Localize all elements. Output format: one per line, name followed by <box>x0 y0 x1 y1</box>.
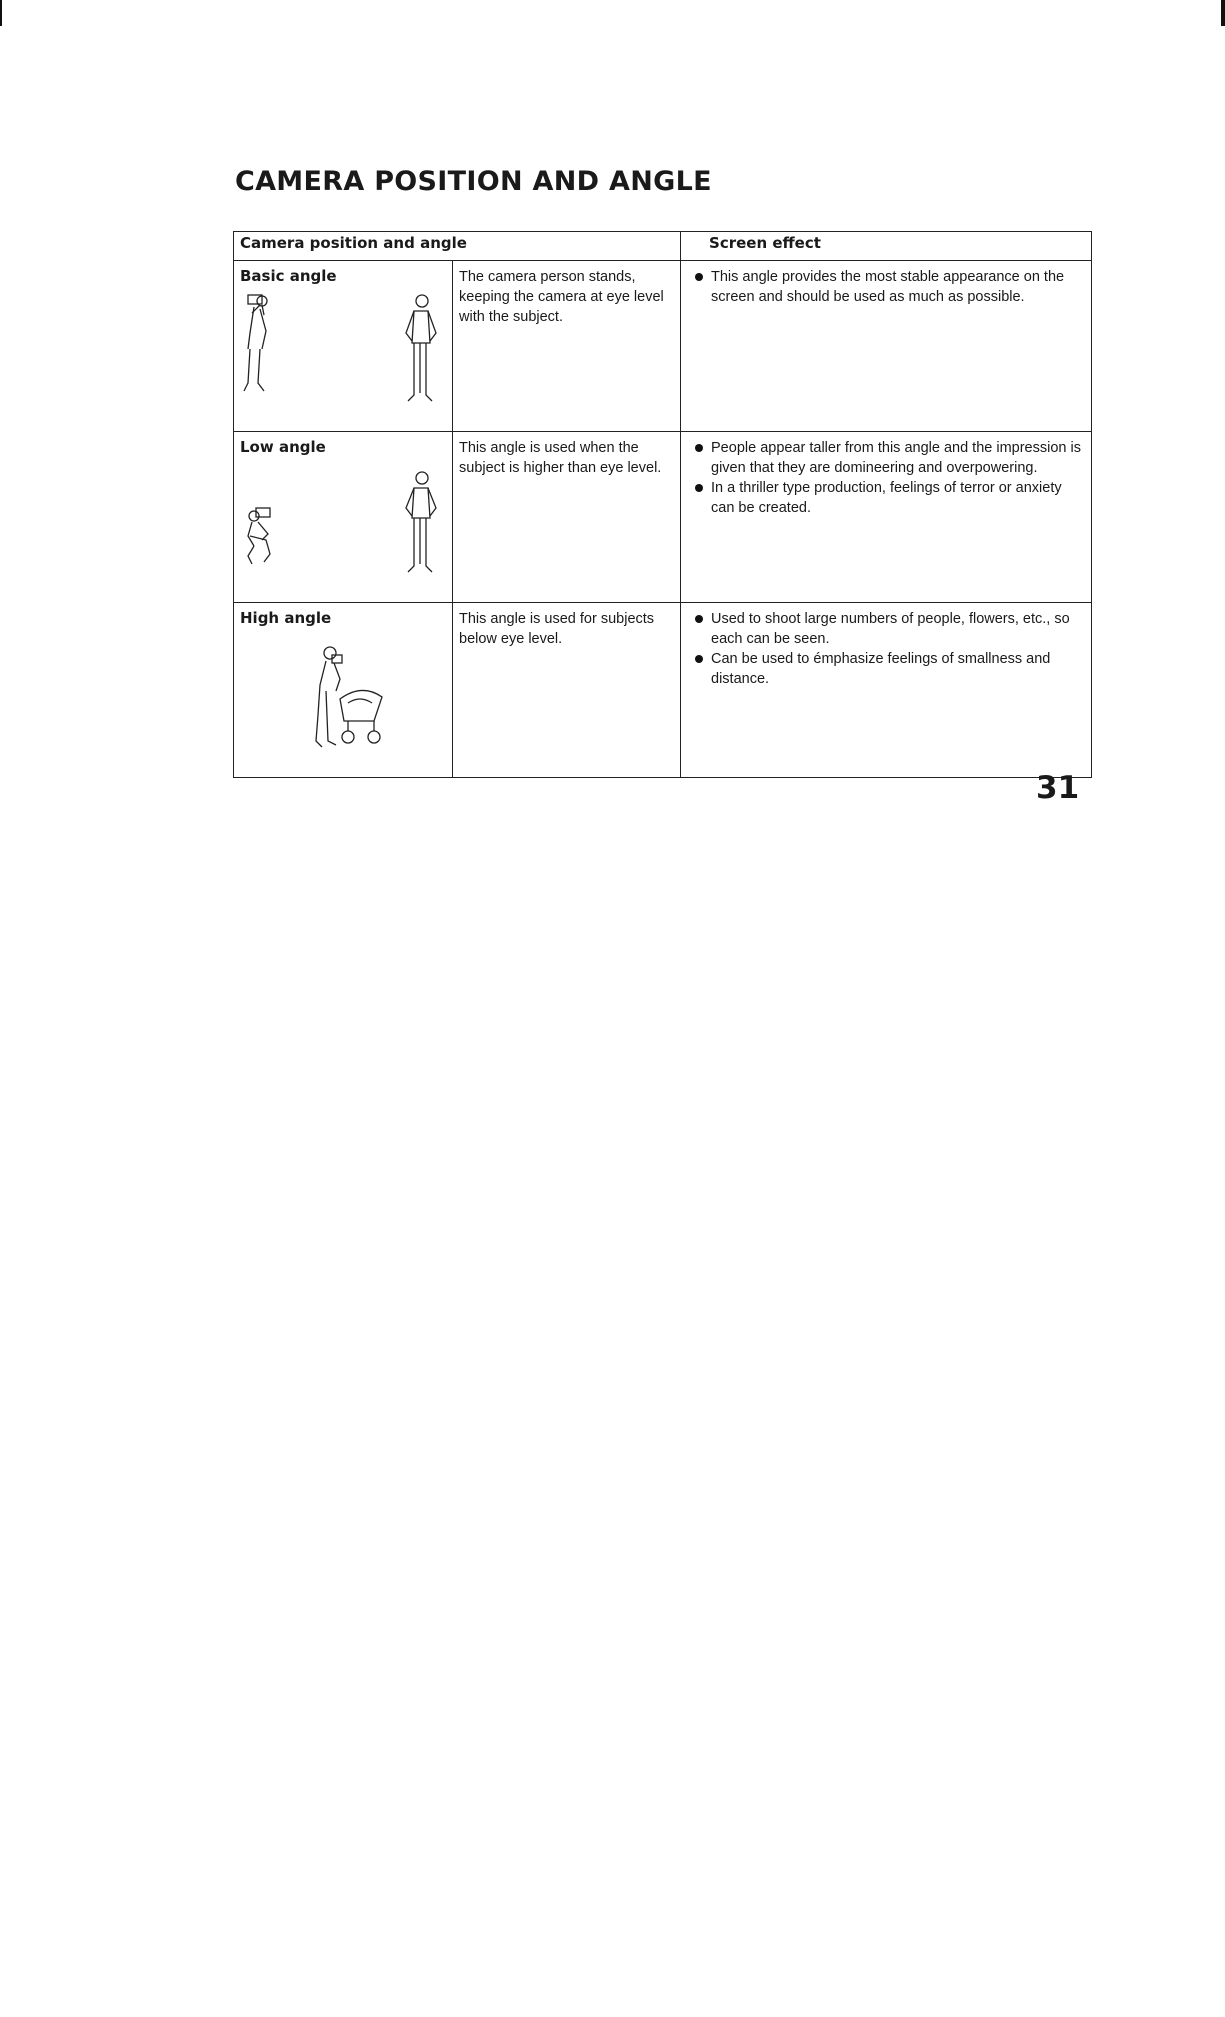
row-label: High angle <box>240 609 332 627</box>
description-cell <box>453 432 681 603</box>
effect-cell <box>681 261 1092 432</box>
row-description: This angle is used for subjects below eye level. <box>459 611 655 647</box>
effect-item: This angle provides the most stable appearance on the screen and should be used as much as possible. <box>695 267 1083 307</box>
header-effect: Screen effect <box>681 232 1092 261</box>
position-cell <box>234 261 453 432</box>
description-cell <box>453 603 681 778</box>
row-label: Low angle <box>240 438 326 456</box>
table-row <box>234 261 1092 432</box>
effect-list <box>681 432 1091 518</box>
camera-operator-over-stroller-icon <box>310 645 390 755</box>
scan-edge-mark-right <box>1221 0 1225 26</box>
standing-camera-operator-icon <box>240 287 280 397</box>
description-cell <box>453 261 681 432</box>
row-description: This angle is used when the subject is higher than eye level. <box>459 440 662 476</box>
crouching-camera-operator-icon <box>240 506 286 568</box>
illustration <box>234 285 452 431</box>
effect-item: Can be used to émphasize feelings of smallness and distance. <box>695 649 1083 689</box>
table-header-row <box>234 232 1092 261</box>
effect-item: In a thriller type production, feelings of terror or anxiety can be created. <box>695 478 1083 518</box>
standing-subject-icon <box>398 293 442 405</box>
page-number: 31 <box>1036 770 1080 806</box>
page-title: CAMERA POSITION AND ANGLE <box>235 166 712 197</box>
effect-item: Used to shoot large numbers of people, flowers, etc., so each can be seen. <box>695 609 1083 649</box>
row-label: Basic angle <box>240 267 337 285</box>
position-cell <box>234 432 453 603</box>
effect-cell <box>681 432 1092 603</box>
effect-cell <box>681 603 1092 778</box>
row-description: The camera person stands, keeping the camera at eye level with the subject. <box>459 269 664 325</box>
effect-list <box>681 261 1091 307</box>
table-row <box>234 603 1092 778</box>
standing-subject-icon <box>398 470 442 574</box>
effect-list <box>681 603 1091 689</box>
table-row <box>234 432 1092 603</box>
header-position: Camera position and angle <box>234 232 681 261</box>
camera-angle-table <box>233 231 1092 778</box>
illustration <box>234 627 452 777</box>
position-cell <box>234 603 453 778</box>
scan-edge-mark-left <box>0 0 2 26</box>
effect-item: People appear taller from this angle and the impression is given that they are domineering and overpowering. <box>695 438 1083 478</box>
illustration <box>234 456 452 602</box>
